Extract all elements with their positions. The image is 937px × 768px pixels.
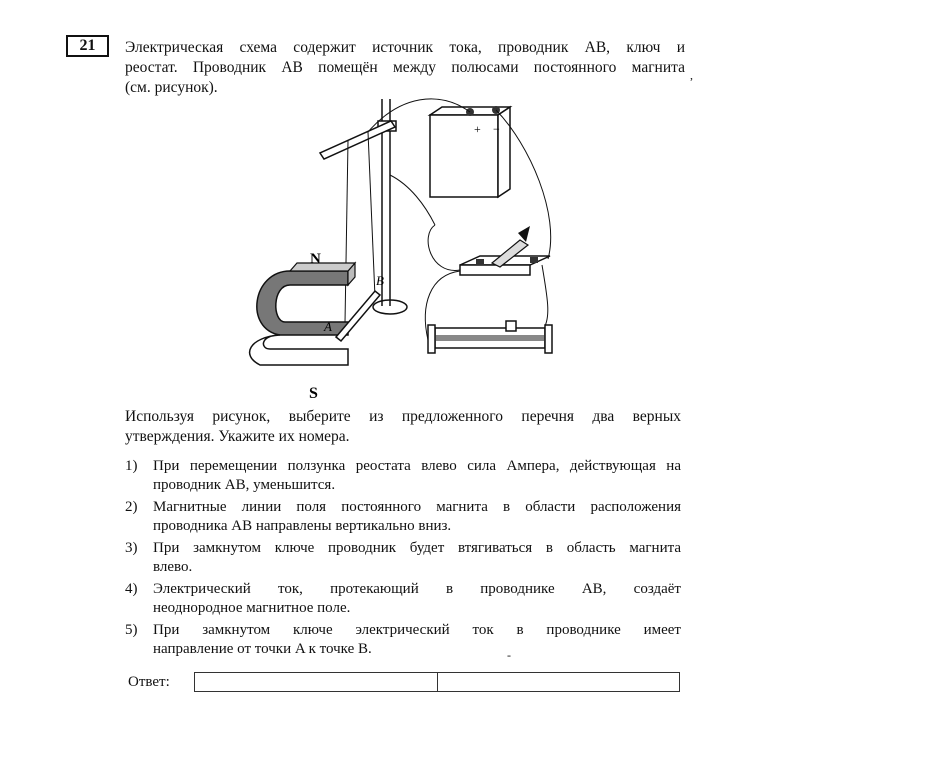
answer-row (128, 672, 688, 696)
scan-speck: - (507, 648, 511, 662)
answer-label: Ответ: (128, 674, 170, 690)
option-number: 2) (125, 499, 138, 515)
intro-line-2: реостат. Проводник AB помещён между полюсами постоянного магнита (125, 59, 685, 76)
option-3 (125, 539, 681, 577)
switch-key (460, 226, 550, 275)
instruction (125, 407, 681, 447)
conductor-ab (336, 291, 380, 341)
thread-right (368, 132, 375, 297)
option-2 (125, 498, 681, 536)
thread-left (345, 141, 348, 323)
question-number: 21 (66, 35, 109, 57)
option-text-line-2: проводника AB направлены вертикально вниз. (153, 518, 452, 534)
option-text-line-2: неоднородное магнитное поле. (153, 600, 351, 616)
option-text-line-2: проводник AB, уменьшится. (153, 477, 336, 493)
intro-line-3: (см. рисунок). (125, 79, 218, 96)
option-number: 4) (125, 581, 138, 597)
option-number: 3) (125, 540, 138, 556)
option-text-line-2: влево. (153, 559, 193, 575)
option-1 (125, 457, 681, 495)
option-number: 1) (125, 458, 138, 474)
options-list (125, 457, 681, 662)
answer-cell-2[interactable] (437, 673, 680, 691)
option-text-line-2: направление от точки A к точке B. (153, 641, 372, 657)
battery-minus: − (493, 122, 500, 136)
instruction-line-1: Используя рисунок, выберите из предложенного перечня два верных (125, 408, 681, 425)
answer-cell-1[interactable] (195, 673, 437, 691)
scan-speck: , (690, 68, 693, 82)
battery-plus: + (474, 122, 481, 136)
point-b-label: B (376, 273, 384, 288)
battery (430, 106, 510, 197)
point-a-label: A (324, 319, 332, 334)
option-4 (125, 580, 681, 618)
option-text-line-1: При замкнутом ключе проводник будет втягиваться в область магнита (153, 540, 681, 556)
instruction-line-2: утверждения. Укажите их номера. (125, 428, 350, 445)
intro-line-1: Электрическая схема содержит источник тока, проводник AB, ключ и (125, 39, 685, 56)
option-number: 5) (125, 622, 138, 638)
option-text-line-1: При перемещении ползунка реостата влево сила Ампера, действующая на (153, 458, 681, 474)
horseshoe-magnet (250, 263, 355, 365)
circuit-figure (230, 85, 560, 410)
pole-south-label: S (309, 385, 318, 402)
option-text-line-1: При замкнутом ключе электрический ток в проводнике имеет (153, 622, 681, 638)
option-text-line-1: Электрический ток, протекающий в проводнике AB, создаёт (153, 581, 681, 597)
option-text-line-1: Магнитные линии поля постоянного магнита в области расположения (153, 499, 681, 515)
pole-north-label: N (310, 251, 321, 267)
stand-arm (320, 121, 395, 159)
answer-box (194, 672, 680, 692)
rheostat (428, 321, 552, 353)
option-5 (125, 621, 681, 659)
